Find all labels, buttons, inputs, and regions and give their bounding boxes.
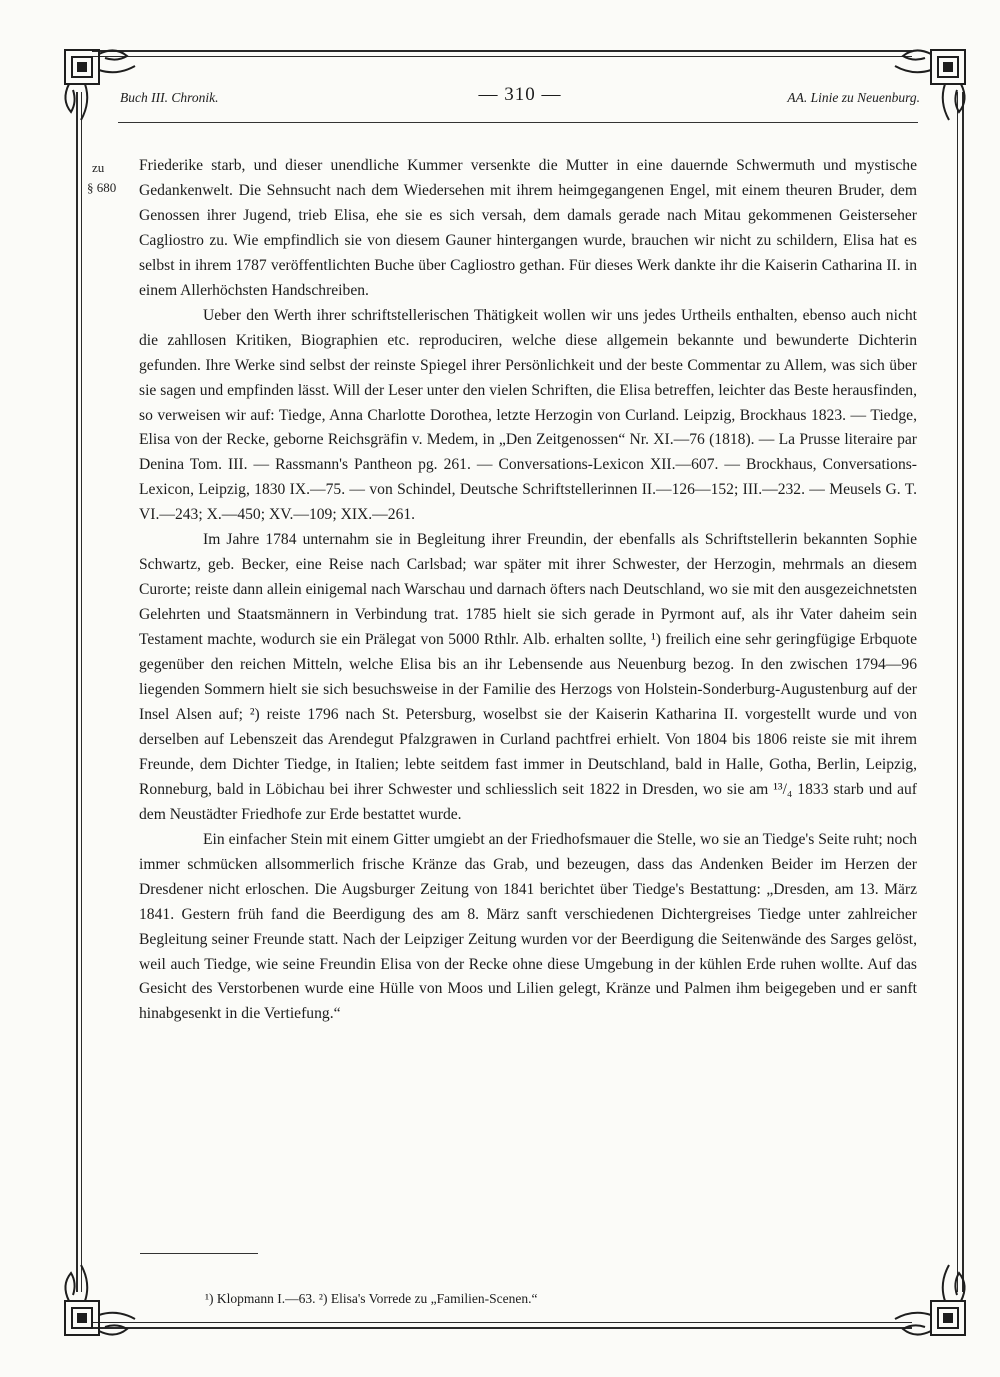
paragraph: Ueber den Werth ihrer schriftstellerischen Thätigkeit wollen wir uns jedes Urtheils enthalten, ebenso auch nicht die zahllosen Kritiken, Biographien etc. reproduciren, welche diese allgemein bekannte und bewunderte Dichterin gefunden. Ihre Werke sind selbst der reinste Spiegel ihrer Persönlichkeit und der beste Commentar zu Allem, was sich über sie sagen und empfinden lässt. Will der Leser unter den vielen Schriften, die Elisa betreffen, leichter das Beste herausfinden, so verweisen wir auf: Tiedge, Anna Charlotte Dorothea, letzte Herzogin von Curland. Leipzig, Brockhaus 1823. — Tiedge, Elisa von der Recke, geborne Reichsgräfin v. Medem, in „Den Zeitgenossen“ Nr. XI.—76 (1818). — La Prusse literaire par Denina Tom. III. — Rassmann's Pantheon pg. 261. — Conversations-Lexicon XII.—607. — Brockhaus, Conversations-Lexicon, Leipzig, 1830 IX.—75. — von Schindel, Deutsche Schriftstellerinnen II.—126—152; III.—232. — Meusels G. T. VI.—243; X.—450; XV.—109; XIX.—261.: [139, 306, 917, 524]
footnote-rule: [140, 1253, 258, 1254]
paragraph: Friederike starb, und dieser unendliche Kummer versenkte die Mutter in eine dauernde Schwermuth und mystische Gedankenwelt. Die Sehnsucht nach dem Wiedersehen mit ihrem heimgegangenen Engel, mit einem theuren Bruder, dem Genossen ihrer Jugend, trieb Elisa, ehe sie es sich versah, dem damals gerade nach Mitau gekommenen Geisterseher Cagliostro zu. Wie empfindlich sie von diesem Gauner hintergangen wurde, brauchen wir nicht zu schildern, Elisa hat es selbst in ihrem 1787 veröffentlichten Buche über Cagliostro gethan. Für dieses Werk dankte ihr die Kaiserin Catharina II. in einem Allerhöchsten Handschreiben.: [139, 157, 917, 299]
frame-left-line-inner: [81, 92, 82, 1292]
corner-ornament-bottom-right: [880, 1250, 975, 1345]
footnotes: ¹) Klopmann I.—63. ²) Elisa's Vorrede zu „Familien-Scenen.“: [205, 1291, 538, 1306]
margin-note-section: § 680: [87, 180, 117, 195]
frame-top-line-inner: [92, 56, 912, 57]
frame-left-line: [76, 92, 78, 1292]
frame-right-line-inner: [957, 92, 958, 1292]
frame-right-line: [962, 92, 964, 1292]
corner-ornament-bottom-left: [55, 1250, 150, 1345]
header-book-title: Buch III. Chronik.: [120, 90, 219, 105]
page-number: — 310 —: [478, 84, 562, 105]
frame-top-line: [92, 50, 912, 52]
paragraph: Ein einfacher Stein mit einem Gitter umgiebt an der Friedhofsmauer die Stelle, wo sie an Tiedge's Seite ruht; noch immer schmücken allsommerlich frische Kränze das Grab, und bezeugen, dass das Andenken Beider im Herzen der Dresdener nicht erloschen. Die Augsburger Zeitung von 1841 berichtet über Tiedge's Bestattung: „Dresden, am 13. März 1841. Gestern früh fand die Beerdigung des am 8. März sanft verschiedenen Dichtergreises Tiedge unter zahlreicher Begleitung seiner Freunde statt. Nach der Leipziger Zeitung wurden vor der Beerdigung die Seitenwände des Sarges gelöst, weil auch Tiedge, wie seine Freundin Elisa von der Recke ohne diese Umgebung in der kühlen Erde ruhen wollte. Auf das Gesicht des Verstorbenen wurde eine Hülle von Moos und Lilien gelegt, Kränze und Palmen ihm beigegeben und er sanft hinabgesenkt in die Vertiefung.“: [139, 830, 917, 1023]
header-rule: [118, 122, 918, 123]
frame-bottom-line-inner: [92, 1322, 912, 1323]
margin-note-zu: zu: [92, 160, 105, 175]
frame-bottom-line: [92, 1327, 912, 1329]
header-section-title: AA. Linie zu Neuenburg.: [787, 90, 920, 105]
body-text: [139, 154, 917, 1027]
running-header: [120, 84, 920, 108]
paragraph: Im Jahre 1784 unternahm sie in Begleitung ihrer Freundin, der ebenfalls als Schriftstellerin bekannten Sophie Schwartz, geb. Becker, eine Reise nach Carlsbad; war später mit ihrer Schwester, der Herzogin, mehrmals an diesem Curorte; reiste dann allein einigemal nach Warschau und darnach öfters nach Deutschland, wo sie mit den ausgezeichnetsten Gelehrten und Staatsmännern in Verbindung trat. 1785 hielt sie sich gerade in Pyrmont auf, als ihr Vater daheim sein Testament machte, wodurch sie ein Prälegat von 5000 Rthlr. Alb. erhalten sollte, ¹) freilich eine sehr geringfügige Erbquote gegenüber den reichen Mitteln, welche Elisa bis an ihr Lebensende aus Neuenburg bezog. In den zwischen 1794—96 liegenden Sommern hielt sie sich besuchsweise in der Familie des Herzogs von Holstein-Sonderburg-Augustenburg auf der Insel Alsen auf; ²) reiste 1796 nach St. Petersburg, woselbst sie der Kaiserin Katharina II. vorgestellt wurde und von derselben auf Lebenszeit das Arendegut Pfalzgrawen in Curland pachtfrei erhielt. Von 1804 bis 1806 reiste sie mit ihrem Freunde, dem Dichter Tiedge, in Italien; lebte seitdem fast immer in Deutschland, bald in Halle, Gotha, Berlin, Leipzig, Ronneburg, bald in Löbichau bei ihrer Schwester und schliesslich seit 1822 in Dresden, wo sie am ¹³/₄ 1833 starb und auf dem Neustädter Friedhofe zur Erde bestattet wurde.: [139, 531, 917, 823]
